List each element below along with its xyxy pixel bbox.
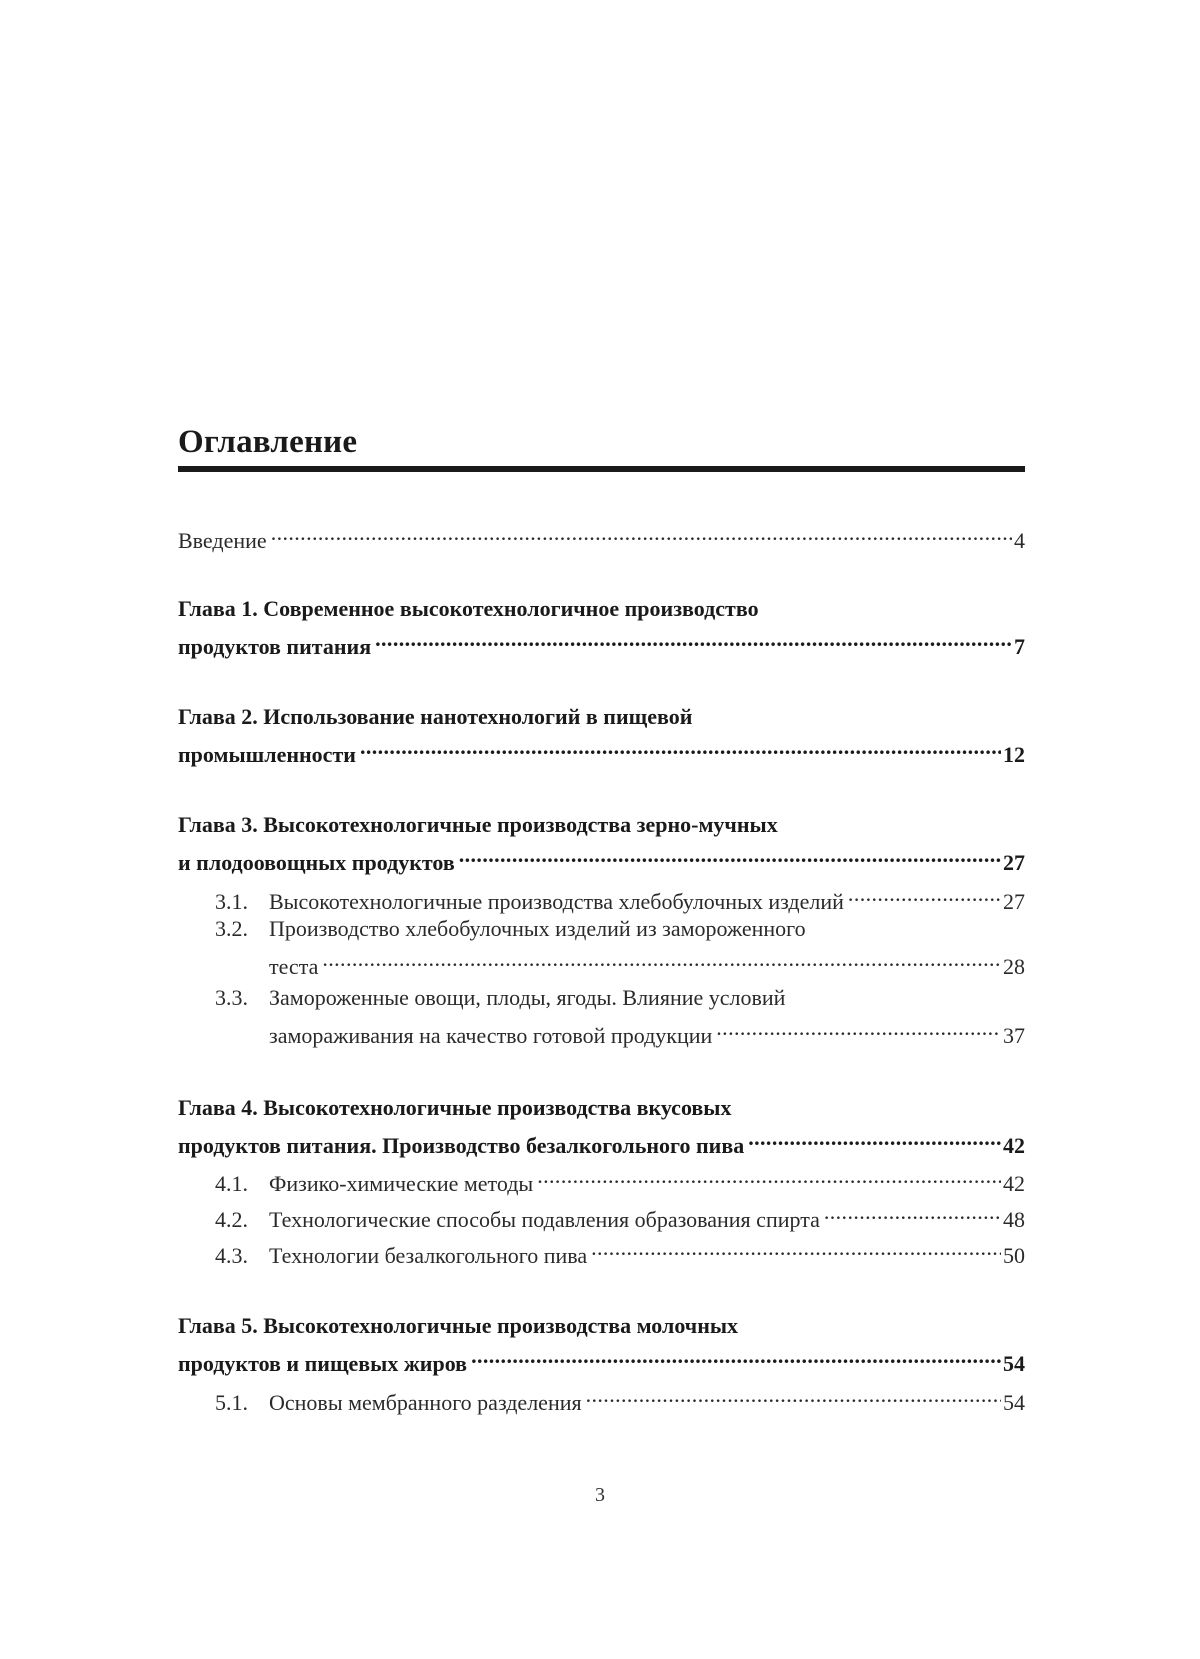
toc-chapter-4[interactable]	[178, 1123, 1025, 1153]
toc-page-number: 27	[1003, 887, 1025, 917]
toc-chapter-title-line: Глава 5. Высокотехнологичные производства молочных	[178, 1311, 738, 1341]
toc-section-text: Технологические способы подавления образования спирта	[269, 1205, 820, 1235]
toc-page-number: 12	[1003, 740, 1025, 770]
toc-section-text: Производство хлебобулочных изделий из замороженного	[269, 914, 806, 944]
toc-chapter-5-heading[interactable]	[178, 1311, 1025, 1341]
toc-section-number: 3.3.	[215, 983, 269, 1013]
toc-chapter-2[interactable]	[178, 732, 1025, 762]
toc-section-number: 4.2.	[215, 1205, 269, 1235]
toc-section-3-1[interactable]	[215, 879, 1025, 909]
toc-page-number: 4	[1014, 526, 1025, 556]
title-rule	[178, 466, 1025, 472]
toc-chapter-title-line: продуктов и пищевых жиров	[178, 1349, 467, 1379]
dot-leader	[322, 944, 1001, 974]
toc-section-text: Основы мембранного разделения	[269, 1388, 582, 1418]
toc-chapter-title-line: промышленности	[178, 740, 356, 770]
dot-leader	[824, 1197, 1001, 1227]
toc-page-number: 42	[1003, 1169, 1025, 1199]
toc-page-number: 50	[1003, 1241, 1025, 1271]
toc-page-number: 7	[1014, 632, 1025, 662]
toc-chapter-2-heading[interactable]	[178, 702, 1025, 732]
toc-section-text: Физико-химические методы	[269, 1169, 533, 1199]
dot-leader	[748, 1123, 1001, 1153]
toc-page-number: 54	[1003, 1388, 1025, 1418]
toc-chapter-title-line: Глава 4. Высокотехнологичные производства вкусовых	[178, 1093, 731, 1123]
toc-section-3-2-heading[interactable]	[215, 914, 1025, 944]
dot-leader	[537, 1161, 1001, 1191]
dot-leader	[360, 732, 1001, 762]
dot-leader	[471, 1341, 1001, 1371]
toc-chapter-1-heading[interactable]	[178, 594, 1025, 624]
toc-chapter-1[interactable]	[178, 624, 1025, 654]
toc-section-text: замораживания на качество готовой продукции	[269, 1021, 712, 1051]
toc-section-3-2[interactable]	[269, 944, 1025, 974]
toc-chapter-title-line: Глава 3. Высокотехнологичные производства зерно-мучных	[178, 810, 778, 840]
toc-entry-text: Введение	[178, 526, 267, 556]
toc-entry-introduction[interactable]	[178, 518, 1025, 548]
toc-section-text: Высокотехнологичные производства хлебобулочных изделий	[269, 887, 844, 917]
toc-section-text: теста	[269, 952, 318, 982]
toc-chapter-title-line: и плодоовощных продуктов	[178, 848, 455, 878]
dot-leader	[375, 624, 1012, 654]
toc-chapter-title-line: Глава 2. Использование нанотехнологий в пищевой	[178, 702, 692, 732]
toc-page-number: 48	[1003, 1205, 1025, 1235]
toc-section-number: 4.3.	[215, 1241, 269, 1271]
dot-leader	[591, 1233, 1001, 1263]
toc-chapter-title-line: продуктов питания. Производство безалкогольного пива	[178, 1131, 744, 1161]
toc-chapter-4-heading[interactable]	[178, 1093, 1025, 1123]
toc-section-5-1[interactable]	[215, 1380, 1025, 1410]
dot-leader	[848, 879, 1001, 909]
dot-leader	[271, 518, 1012, 548]
toc-section-4-3[interactable]	[215, 1233, 1025, 1263]
toc-page-number: 27	[1003, 848, 1025, 878]
toc-chapter-title-line: продуктов питания	[178, 632, 371, 662]
dot-leader	[586, 1380, 1001, 1410]
toc-chapter-title-line: Глава 1. Современное высокотехнологичное производство	[178, 594, 759, 624]
toc-section-4-1[interactable]	[215, 1161, 1025, 1191]
toc-section-text: Замороженные овощи, плоды, ягоды. Влияние условий	[269, 983, 785, 1013]
toc-section-number: 5.1.	[215, 1388, 269, 1418]
dot-leader	[459, 840, 1001, 870]
toc-page-number: 42	[1003, 1131, 1025, 1161]
toc-section-4-2[interactable]	[215, 1197, 1025, 1227]
toc-chapter-5[interactable]	[178, 1341, 1025, 1371]
toc-section-number: 3.2.	[215, 914, 269, 944]
toc-page-number: 54	[1003, 1349, 1025, 1379]
page-number: 3	[0, 1484, 1200, 1507]
toc-page-number: 28	[1003, 952, 1025, 982]
book-page	[0, 0, 1200, 1659]
toc-section-number: 3.1.	[215, 887, 269, 917]
toc-section-3-3-heading[interactable]	[215, 983, 1025, 1013]
dot-leader	[716, 1013, 1001, 1043]
toc-section-text: Технологии безалкогольного пива	[269, 1241, 587, 1271]
page-title: Оглавление	[178, 424, 357, 461]
toc-section-3-3[interactable]	[269, 1013, 1025, 1043]
toc-section-number: 4.1.	[215, 1169, 269, 1199]
toc-chapter-3[interactable]	[178, 840, 1025, 870]
toc-page-number: 37	[1003, 1021, 1025, 1051]
toc-chapter-3-heading[interactable]	[178, 810, 1025, 840]
